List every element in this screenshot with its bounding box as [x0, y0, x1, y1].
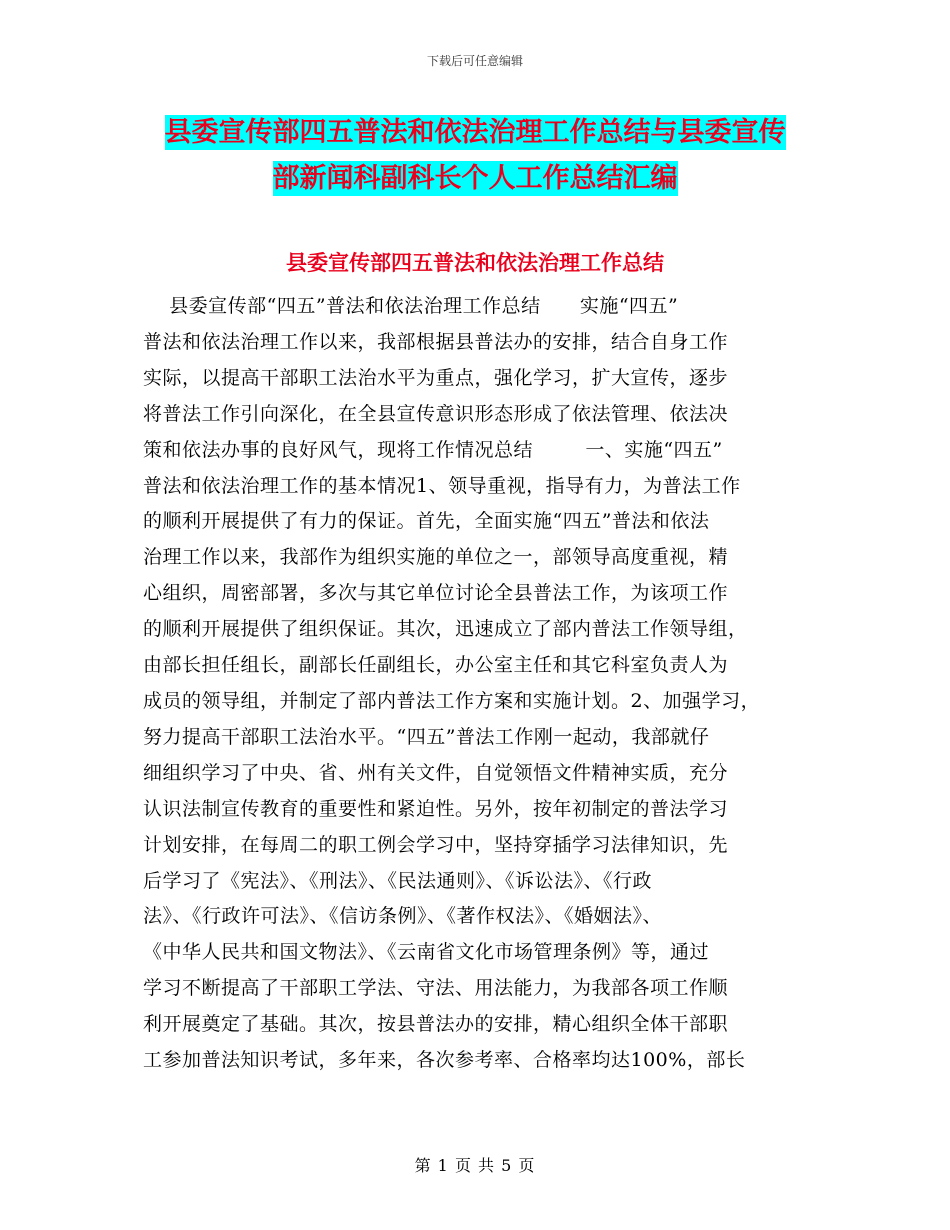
body-line: 的顺利开展提供了组织保证。其次，迅速成立了部内普法工作领导组，	[143, 618, 748, 641]
body-line: 心组织，周密部署，多次与其它单位讨论全县普法工作，为该项工作	[143, 582, 729, 605]
body-line: 将普法工作引向深化，在全县宣传意识形态形成了依法管理、依法决	[143, 402, 729, 425]
body-line: 成员的领导组，并制定了部内普法工作方案和实施计划。2、加强学习，	[143, 689, 761, 712]
body-line: 《中华人民共和国文物法》、《云南省文化市场管理条例》等，通过	[143, 941, 710, 964]
body-line: 的顺利开展提供了有力的保证。首先，全面实施“四五”普法和依法	[143, 510, 710, 533]
document-title-line-1: 县委宣传部四五普法和依法治理工作总结与县委宣传	[164, 117, 786, 148]
body-line: 由部长担任组长，副部长任副组长，办公室主任和其它科室负责人为	[143, 654, 729, 677]
body-line: 认识法制宣传教育的重要性和紧迫性。另外，按年初制定的普法学习	[143, 797, 729, 820]
body-line: 细组织学习了中央、省、州有关文件，自觉领悟文件精神实质，充分	[143, 761, 729, 784]
body-line: 工参加普法知识考试，多年来，各次参考率、合格率均达100%，部长	[143, 1049, 746, 1072]
body-line: 法》、《行政许可法》、《信访条例》、《著作权法》、《婚姻法》、	[143, 905, 663, 928]
body-line: 普法和依法治理工作的基本情况1、领导重视，指导有力，为普法工作	[143, 474, 741, 497]
body-line: 策和依法办事的良好风气，现将工作情况总结 一、实施“四五”	[143, 438, 723, 461]
body-line: 努力提高干部职工法治水平。“四五”普法工作刚一起动，我部就仔	[143, 725, 710, 748]
page-number-footer: 第 1 页 共 5 页	[414, 1156, 536, 1175]
document-title-line-2: 部新闻科副科长个人工作总结汇编	[272, 163, 678, 194]
body-line: 后学习了《宪法》、《刑法》、《民法通则》、《诉讼法》、《行政	[143, 869, 653, 892]
body-line: 学习不断提高了干部职工学法、守法、用法能力，为我部各项工作顺	[143, 977, 729, 1000]
body-line: 县委宣传部“四五”普法和依法治理工作总结 实施“四五”	[143, 295, 679, 317]
body-line: 治理工作以来，我部作为组织实施的单位之一，部领导高度重视，精	[143, 546, 729, 569]
body-line: 计划安排，在每周二的职工例会学习中，坚持穿插学习法律知识，先	[143, 833, 729, 856]
document-title	[0, 110, 950, 202]
body-line: 利开展奠定了基础。其次，按县普法办的安排，精心组织全体干部职	[143, 1013, 729, 1036]
body-line: 实际，以提高干部职工法治水平为重点，强化学习，扩大宣传，逐步	[143, 366, 729, 389]
body-paragraph	[143, 289, 815, 1079]
page-header-note: 下载后可任意编辑	[426, 54, 523, 68]
section-heading: 县委宣传部四五普法和依法治理工作总结	[286, 250, 664, 275]
body-line: 普法和依法治理工作以来，我部根据县普法办的安排，结合自身工作	[143, 330, 729, 353]
